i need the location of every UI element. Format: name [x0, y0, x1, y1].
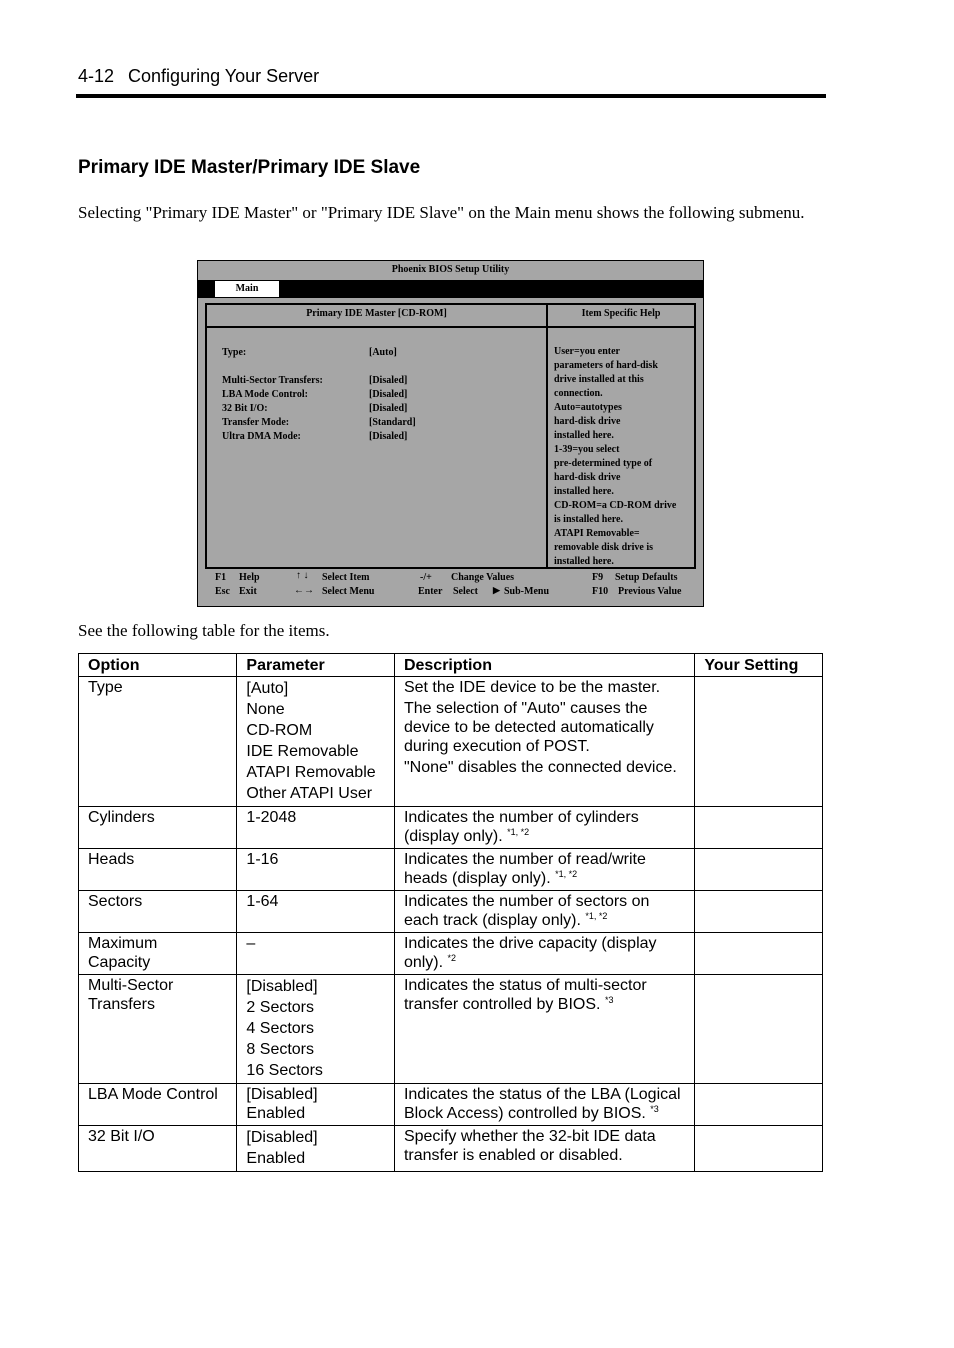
bios-field-value: [Disaled]: [369, 375, 408, 386]
option-name: Type: [88, 679, 123, 696]
option-name: 32 Bit I/O: [88, 1128, 155, 1145]
column-header-your-setting: Your Setting: [695, 654, 823, 677]
parameter-value: [Disabled]: [246, 978, 318, 995]
option-name: LBA Mode Control: [88, 1086, 218, 1103]
your-setting-cell: [695, 849, 823, 891]
option-name: Transfers: [88, 996, 155, 1013]
bios-key-label: Previous Value: [618, 586, 682, 597]
parameter-cell: [237, 891, 395, 933]
description-text: "None" disables the connected device.: [403, 759, 677, 776]
bios-key-f1: F1: [215, 572, 227, 583]
parameter-value: 2 Sectors: [246, 999, 315, 1016]
description-text: The selection of "Auto" causes the device to be detected automatically during execution of POST.: [403, 700, 654, 755]
description-cell: [394, 1126, 694, 1172]
parameter-value: [Disabled]: [246, 1129, 318, 1146]
your-setting-cell: [695, 1084, 823, 1126]
footnote-marker: *1, *2: [555, 869, 578, 879]
bios-menu-bar: [198, 280, 703, 298]
parameter-value: 1-16: [246, 851, 279, 868]
option-cell: [79, 849, 237, 891]
bios-field-label: Transfer Mode:: [222, 417, 290, 428]
column-header-description: Description: [394, 654, 694, 677]
bios-field-label: Type:: [222, 347, 247, 358]
bios-tab-main: Main: [215, 281, 279, 297]
parameter-value: Enabled: [246, 1105, 306, 1122]
parameter-cell: [237, 933, 395, 975]
bios-key-label: Sub-Menu: [504, 586, 550, 597]
bios-help-line: Auto=autotypes: [554, 402, 622, 413]
parameter-cell: [237, 1084, 395, 1126]
bios-key-enter: Enter: [418, 586, 443, 597]
table-row: [79, 1126, 823, 1172]
your-setting-cell: [695, 975, 823, 1084]
description-cell: [394, 677, 694, 807]
description-cell: [394, 933, 694, 975]
parameter-value: 1-2048: [246, 809, 297, 826]
bios-field-value: [Disaled]: [369, 389, 408, 400]
parameter-cell: [237, 975, 395, 1084]
description-text: Set the IDE device to be the master.: [403, 679, 661, 696]
bios-help-text: [554, 345, 694, 569]
description-cell: [394, 975, 694, 1084]
description-cell: [394, 1084, 694, 1126]
bios-help-title: Item Specific Help: [581, 308, 661, 319]
your-setting-cell: [695, 807, 823, 849]
footnote-marker: *3: [650, 1104, 659, 1114]
option-cell: [79, 677, 237, 807]
parameter-value: [Disabled]: [246, 1086, 318, 1103]
bios-field-value: [Auto]: [369, 347, 397, 358]
bios-key-label: Change Values: [451, 572, 515, 583]
option-name: Multi-Sector: [88, 977, 174, 994]
option-name: Heads: [88, 851, 135, 868]
parameter-cell: [237, 677, 395, 807]
footnote-marker: *1, *2: [585, 911, 608, 921]
description-text: Indicates the number of sectors on each track (display only).: [403, 893, 650, 929]
bios-key-label: Help: [239, 572, 260, 583]
bios-key-label: Exit: [239, 586, 257, 597]
table-header-row: [79, 654, 823, 677]
chapter-title: Configuring Your Server: [128, 66, 320, 86]
bios-key-esc: Esc: [215, 586, 230, 597]
table-row: [79, 1084, 823, 1126]
parameter-value: 8 Sectors: [246, 1041, 315, 1058]
bios-submenu-panel: [205, 303, 696, 569]
section-title: Primary IDE Master/Primary IDE Slave: [78, 157, 421, 178]
your-setting-cell: [695, 1126, 823, 1172]
bios-help-line: User=you enter: [554, 346, 620, 357]
bios-field-label: LBA Mode Control:: [222, 389, 308, 400]
option-cell: [79, 933, 237, 975]
description-text: Indicates the number of read/write heads (display only).: [403, 851, 646, 887]
parameter-value: IDE Removable: [246, 743, 359, 760]
column-header-parameter: Parameter: [237, 654, 395, 677]
bios-help-line: 1-39=you select: [554, 444, 620, 455]
intro-paragraph: Selecting "Primary IDE Master" or "Primary IDE Slave" on the Main menu shows the following submenu.: [78, 203, 805, 222]
options-table: [78, 653, 823, 1172]
option-cell: [79, 1126, 237, 1172]
page-number: 4-12: [78, 66, 115, 86]
footnote-marker: *3: [604, 995, 614, 1005]
bios-key-plusminus: -/+: [420, 572, 432, 583]
bios-field-label: Ultra DMA Mode:: [222, 431, 301, 442]
bios-key-label: Setup Defaults: [615, 572, 678, 583]
bios-field-value: [Standard]: [369, 417, 416, 428]
parameter-cell: [237, 807, 395, 849]
bios-screenshot: [197, 260, 704, 607]
parameter-value: [Auto]: [246, 680, 289, 697]
header-rule: [76, 94, 826, 98]
bios-help-line: CD-ROM=a CD-ROM drive: [554, 500, 677, 511]
bios-help-line: drive installed at this: [554, 374, 644, 385]
your-setting-cell: [695, 677, 823, 807]
bios-help-line: installed here.: [554, 556, 614, 567]
option-name: Maximum: [88, 935, 158, 952]
bios-utility-title: Phoenix BIOS Setup Utility: [391, 264, 510, 275]
option-cell: [79, 891, 237, 933]
parameter-value: Enabled: [246, 1150, 306, 1167]
parameter-cell: [237, 849, 395, 891]
parameter-value: ATAPI Removable: [246, 764, 376, 781]
bios-key-label: Select Menu: [322, 586, 375, 597]
bios-submenu-arrow-icon: ▶: [493, 585, 500, 595]
parameter-value: 1-64: [246, 893, 279, 910]
bios-key-f9: F9: [592, 572, 604, 583]
option-cell: [79, 975, 237, 1084]
description-cell: [394, 891, 694, 933]
table-row: [79, 891, 823, 933]
bios-help-line: removable disk drive is: [554, 542, 653, 553]
table-row: [79, 677, 823, 807]
bios-field-label: 32 Bit I/O:: [222, 403, 268, 414]
description-cell: [394, 849, 694, 891]
bios-field-value: [Disaled]: [369, 431, 408, 442]
parameter-value: 16 Sectors: [246, 1062, 323, 1079]
table-row: [79, 807, 823, 849]
description-text: Indicates the drive capacity (display only).: [403, 935, 657, 971]
table-row: [79, 933, 823, 975]
bios-field-label: Multi-Sector Transfers:: [222, 375, 323, 386]
bios-help-line: ATAPI Removable=: [554, 528, 640, 539]
bios-key-label: Select: [453, 586, 478, 597]
bios-field-value: [Disaled]: [369, 403, 408, 414]
description-text: Indicates the number of cylinders (display only).: [403, 809, 639, 845]
bios-help-line: hard-disk drive: [554, 472, 621, 483]
description-text: Indicates the status of multi-sector transfer controlled by BIOS.: [403, 977, 647, 1013]
table-row: [79, 975, 823, 1084]
column-header-option: Option: [79, 654, 237, 677]
bios-panel-divider: [546, 305, 548, 567]
table-intro: See the following table for the items.: [78, 621, 330, 640]
option-cell: [79, 1084, 237, 1126]
bios-key-updown: ↑ ↓: [296, 570, 309, 581]
bios-help-line: is installed here.: [554, 514, 623, 525]
bios-title-divider: [207, 326, 694, 328]
bios-help-line: connection.: [554, 388, 603, 399]
footnote-marker: *1, *2: [507, 827, 530, 837]
parameter-value: None: [246, 701, 285, 718]
bios-help-line: installed here.: [554, 430, 614, 441]
description-text: Indicates the status of the LBA (Logical Block Access) controlled by BIOS.: [403, 1086, 681, 1122]
your-setting-cell: [695, 891, 823, 933]
parameter-value: –: [246, 935, 256, 952]
bios-help-line: installed here.: [554, 486, 614, 497]
bios-key-leftright: ←→: [294, 585, 314, 596]
table-row: [79, 849, 823, 891]
bios-help-line: parameters of hard-disk: [554, 360, 658, 371]
your-setting-cell: [695, 933, 823, 975]
bios-key-label: Select Item: [322, 572, 370, 583]
parameter-value: CD-ROM: [246, 722, 313, 739]
option-name: Sectors: [88, 893, 143, 910]
running-header: [78, 66, 319, 87]
parameter-value: Other ATAPI User: [246, 785, 373, 802]
parameter-value: 4 Sectors: [246, 1020, 315, 1037]
parameter-cell: [237, 1126, 395, 1172]
bios-panel-title: Primary IDE Master [CD-ROM]: [306, 308, 447, 319]
description-cell: [394, 807, 694, 849]
option-name: Cylinders: [88, 809, 155, 826]
bios-help-line: hard-disk drive: [554, 416, 621, 427]
option-name: Capacity: [88, 954, 151, 971]
footnote-marker: *2: [447, 953, 457, 963]
bios-key-f10: F10: [592, 586, 609, 597]
bios-help-line: pre-determined type of: [554, 458, 653, 469]
description-text: Specify whether the 32-bit IDE data transfer is enabled or disabled.: [403, 1128, 656, 1164]
option-cell: [79, 807, 237, 849]
